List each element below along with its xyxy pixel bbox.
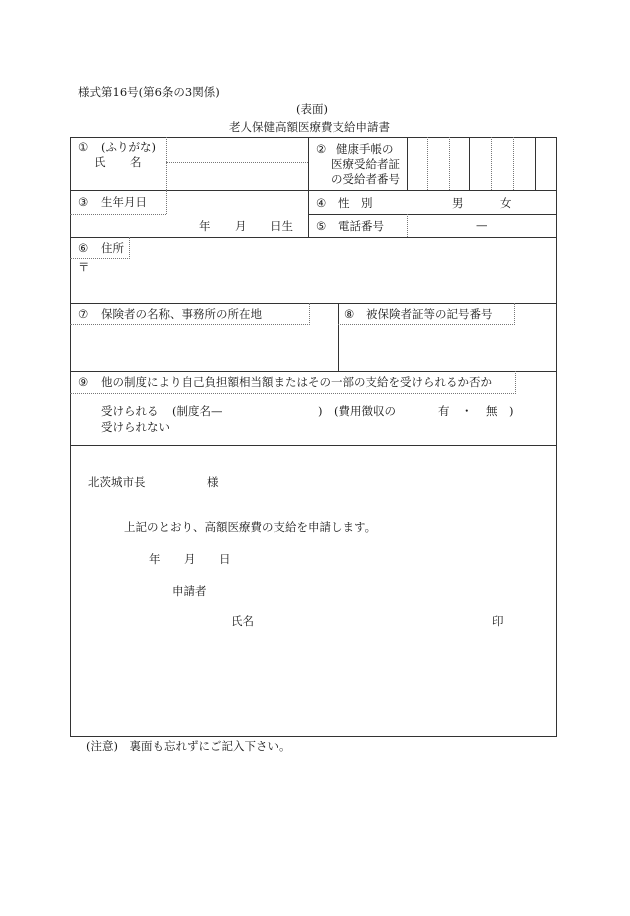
insurer-input[interactable] bbox=[71, 326, 337, 370]
date-day-label: 日 bbox=[219, 552, 231, 566]
other-system-label: 他の制度により自己負担額相当額またはその一部の支給を受けられるか否か bbox=[101, 375, 492, 389]
system-name-close: ) bbox=[318, 404, 323, 418]
birth-year-label: 年 bbox=[199, 219, 211, 233]
applicant-label: 申請者 bbox=[172, 584, 207, 598]
mayor-addressee: 北茨城市長 bbox=[88, 475, 146, 489]
birth-number: ③ bbox=[78, 195, 89, 209]
birth-month-label: 月 bbox=[235, 219, 247, 233]
receivable-option[interactable]: 受けられる bbox=[101, 404, 159, 418]
phone-label: 電話番号 bbox=[338, 219, 384, 233]
fee-collection-label: (費用徴収の bbox=[334, 404, 396, 418]
sex-label: 性 別 bbox=[338, 196, 373, 210]
insured-card-input[interactable] bbox=[339, 326, 556, 370]
name-number: ① bbox=[78, 140, 89, 154]
insured-number: ⑧ bbox=[344, 307, 355, 321]
address-label: 住所 bbox=[101, 241, 124, 255]
page-title: 老人保健高額医療費支給申請書 bbox=[229, 120, 390, 134]
phone-input[interactable] bbox=[408, 215, 556, 236]
date-month-label: 月 bbox=[184, 552, 196, 566]
not-receivable-option[interactable]: 受けられない bbox=[101, 420, 170, 434]
fee-close: ) bbox=[509, 404, 514, 418]
phone-number-index: ⑤ bbox=[316, 219, 327, 233]
furigana-label: (ふりがな) bbox=[101, 140, 156, 154]
notebook-label-line3: の受給者番号 bbox=[331, 172, 400, 186]
date-year-label: 年 bbox=[149, 552, 161, 566]
insured-label: 被保険者証等の記号番号 bbox=[366, 307, 493, 321]
insurer-number: ⑦ bbox=[78, 307, 89, 321]
applicant-name-label: 氏名 bbox=[231, 614, 254, 628]
application-statement: 上記のとおり、高額医療費の支給を申請します。 bbox=[124, 520, 377, 534]
fee-separator: ・ bbox=[461, 404, 473, 418]
phone-dash: — bbox=[476, 218, 488, 232]
system-name-label: (制度名— bbox=[172, 404, 223, 418]
address-number: ⑥ bbox=[78, 241, 89, 255]
form-number: 様式第16号(第6条の3関係) bbox=[78, 85, 220, 99]
sex-number: ④ bbox=[316, 196, 327, 210]
name-input[interactable] bbox=[167, 163, 307, 189]
fee-yes-option[interactable]: 有 bbox=[438, 404, 450, 418]
name-label-b: 名 bbox=[130, 155, 142, 169]
birth-day-label: 日生 bbox=[270, 219, 293, 233]
sex-male-option[interactable]: 男 bbox=[452, 196, 464, 210]
applicant-name-input[interactable] bbox=[262, 610, 482, 630]
other-system-number: ⑨ bbox=[78, 375, 89, 389]
name-label-a: 氏 bbox=[94, 155, 106, 169]
birthdate-input[interactable] bbox=[167, 191, 307, 236]
sex-female-option[interactable]: 女 bbox=[500, 196, 512, 210]
fee-no-option[interactable]: 無 bbox=[486, 404, 498, 418]
notebook-number: ② bbox=[316, 142, 327, 156]
recipient-number-input[interactable] bbox=[408, 138, 556, 189]
seal-mark: 印 bbox=[492, 614, 504, 628]
postal-mark: 〒 bbox=[78, 260, 90, 274]
system-name-input[interactable] bbox=[228, 402, 316, 420]
furigana-input[interactable] bbox=[167, 138, 307, 161]
notebook-label-line2: 医療受給者証 bbox=[331, 157, 400, 171]
birth-label: 生年月日 bbox=[101, 195, 147, 209]
notebook-label-line1: 健康手帳の bbox=[336, 142, 394, 156]
honorific: 様 bbox=[207, 475, 219, 489]
side-label: (表面) bbox=[296, 102, 328, 116]
address-input[interactable] bbox=[71, 260, 556, 302]
insurer-label: 保険者の名称、事務所の所在地 bbox=[101, 307, 262, 321]
footer-note: (注意) 裏面も忘れずにご記入下さい。 bbox=[86, 739, 291, 753]
